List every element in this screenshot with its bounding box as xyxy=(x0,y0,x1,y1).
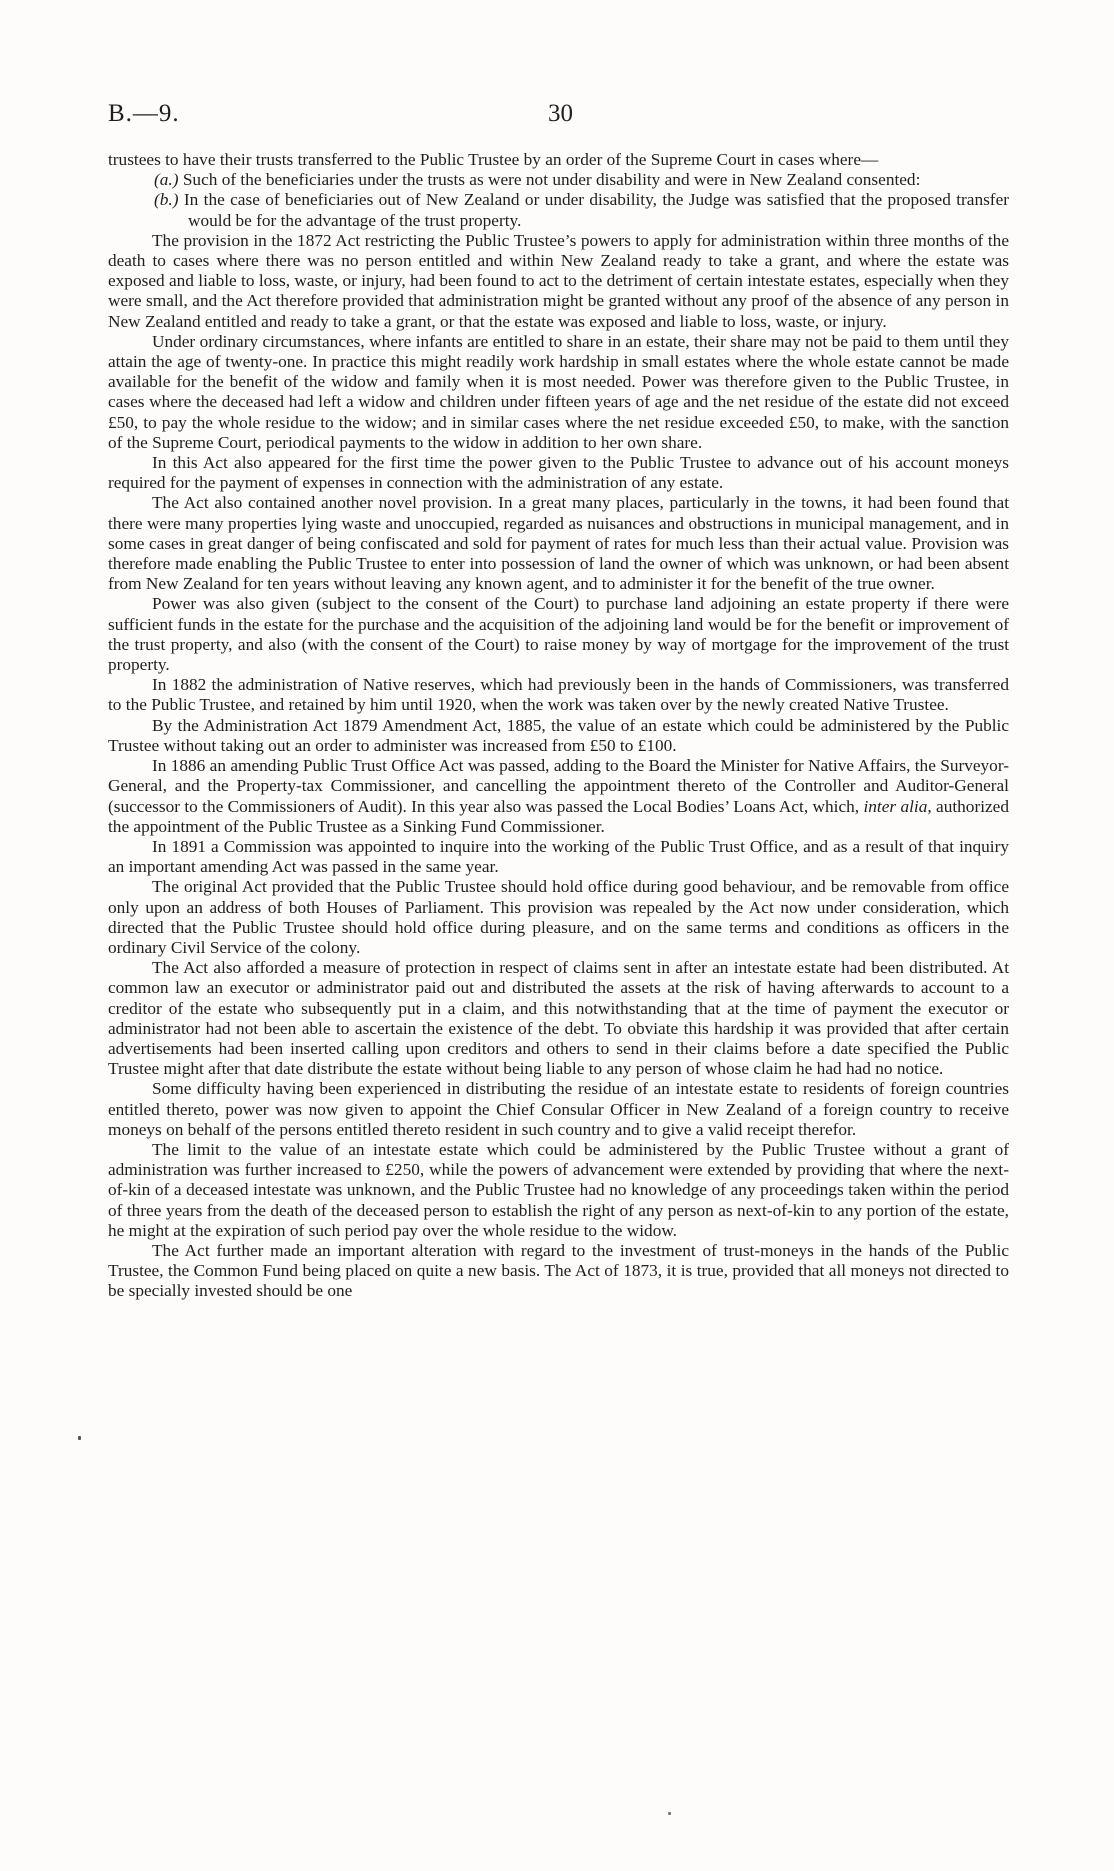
paragraph: The original Act provided that the Public Trustee should hold office during good behaviour, and be removable from office only upon an address of both Houses of Parliament. This provision was repealed by the Act now under consideration, which directed that the Public Trustee should hold office during pleasure, and on the same terms and conditions as officers in the ordinary Civil Service of the colony. xyxy=(108,877,1009,957)
latin-phrase: inter alia xyxy=(863,796,928,816)
list-label: (b.) xyxy=(154,190,179,210)
paragraph: The provision in the 1872 Act restricting the Public Trustee’s powers to apply for administration within three months of the death to cases where there was no person entitled and within New Zealand ready to take a grant, and where the estate was exposed and liable to loss, waste, or injury, had been found to act to the detriment of certain intestate estates, especially when they were small, and the Act therefore provided that administration might be granted without any proof of the absence of any person in New Zealand entitled and ready to take a grant, or that the estate was exposed and liable to loss, waste, or injury. xyxy=(108,230,1009,331)
document-reference: B.—9. xyxy=(108,100,180,127)
paragraph: The Act further made an important alteration with regard to the investment of trust-moneys in the hands of the Public Trustee, the Common Fund being placed on quite a new basis. The Act of 1873, it is true, provided that all moneys not directed to be specially invested should be one xyxy=(108,1240,1009,1301)
margin-mark xyxy=(78,1436,81,1440)
paragraph: By the Administration Act 1879 Amendment Act, 1885, the value of an estate which could be administered by the Public Trustee without taking out an order to administer was increased from £50 to £100. xyxy=(108,715,1009,755)
paragraph: The Act also contained another novel provision. In a great many places, particularly in the towns, it had been found that there were many properties lying waste and unoccupied, regarded as nuisances and obstructions in municipal management, and in some cases in great danger of being confiscated and sold for payment of rates for much less than their actual value. Provision was therefore made enabling the Public Trustee to enter into possession of land the owner of which was unknown, or had been absent from New Zealand for ten years without leaving any known agent, and to administer it for the benefit of the true owner. xyxy=(108,493,1009,594)
paragraph-1886-text: In 1886 an amending Public Trust Office Act was passed, adding to the Board the Minister for Native Affairs, the Surveyor-General, and the Property-tax Commissioner, and cancelling the appointment thereto of the Controller and Auditor-General (successor to the Commissioners of Audit). xyxy=(108,756,1009,816)
paragraph: Power was also given (subject to the consent of the Court) to purchase land adjoining an estate property if there were sufficient funds in the estate for the purchase and the acquisition of the adjoining land would be for the benefit or improvement of the trust property, and also (with the consent of the Court) to raise money by way of mortgage for the improvement of the trust property. xyxy=(108,594,1009,675)
paragraph: Some difficulty having been experienced in distributing the residue of an intestate estate to residents of foreign countries entitled thereto, power was now given to appoint the Chief Consular Officer in New Zealand of a foreign country to receive moneys on behalf of the persons entitled thereto resident in such country and to give a valid receipt therefor. xyxy=(108,1079,1009,1139)
list-label: (a.) xyxy=(154,170,179,190)
list-text: Such of the beneficiaries under the trusts as were not under disability and were in New Zealand consented: xyxy=(182,170,921,190)
paragraph: Under ordinary circumstances, where infants are entitled to share in an estate, their share may not be paid to them until they attain the age of twenty-one. In practice this might readily work hardship in small estates where the whole estate cannot be made available for the benefit of the widow and family when it is most needed. Power was therefore given to the Public Trustee, in cases where the deceased had left a widow and children under fifteen years of age and the net residue of the estate did not exceed £50, to pay the whole residue to the widow; and in similar cases where the net residue exceeded £50, to make, with the sanction of the Supreme Court, periodical payments to the widow in addition to her own share. xyxy=(108,331,1009,452)
list-item-b xyxy=(154,190,1009,230)
paragraph: In 1882 the administration of Native reserves, which had previously been in the hands of Commissioners, was transferred to the Public Trustee, and retained by him until 1920, when the work was taken over by the newly created Native Trustee. xyxy=(108,675,1009,715)
body-text xyxy=(108,150,1009,1302)
paragraph: In 1891 a Commission was appointed to inquire into the working of the Public Trust Office, and as a result of that inquiry an important amending Act was passed in the same year. xyxy=(108,836,1009,877)
paragraph: trustees to have their trusts transferred to the Public Trustee by an order of the Supreme Court in cases where— xyxy=(108,150,879,169)
list-text: In the case of beneficiaries out of New Zealand or under disability, the Judge was satisfied that the proposed transfer would be for the advantage of the trust property. xyxy=(183,190,1009,230)
paragraph-1886: In 1886 an amending Public Trust Office Act was passed, adding to the Board the Minister for Native Affairs, the Surveyor-General, and the Property-tax Commissioner, and cancelling the appointment thereto of the Controller and Auditor-General (successor to the Commissioners of Audit). In this year also was passed the Local Bodies’ Loans Act, which, inter alia, authorized the appointment of the Public Trustee as a Sinking Fund Commissioner. xyxy=(108,756,1009,836)
paragraph: In this Act also appeared for the first time the power given to the Public Trustee to advance out of his account moneys required for the payment of expenses in connection with the administration of any estate. xyxy=(108,453,1009,493)
paragraph-1886-loans: In this year also was passed the Local Bodies’ Loans Act, which, xyxy=(411,796,860,816)
paragraph: The Act also afforded a measure of protection in respect of claims sent in after an intestate estate had been distributed. At common law an executor or administrator paid out and distributed the assets at the risk of having afterwards to account to a creditor of the estate who subsequently put in a claim, and this notwithstanding that at the time of payment the executor or administrator had not been able to ascertain the existence of the debt. To obviate this hardship it was provided that after certain advertisements had been inserted calling upon creditors and others to send in their claims before a date specified the Public Trustee might after that date distribute the estate without being liable to any person of whose claim he had had no notice. xyxy=(108,958,1009,1079)
paragraph: The limit to the value of an intestate estate which could be administered by the Public Trustee without a grant of administration was further increased to £250, while the powers of advancement were extended by providing that where the next-of-kin of a deceased intestate was unknown, and the Public Trustee had no knowledge of any proceedings taken within the period of three years from the death of the deceased person to establish the right of any person as next-of-kin to any portion of the estate, he might at the expiration of such period pay over the whole residue to the widow. xyxy=(108,1139,1009,1240)
page-header xyxy=(108,100,1008,140)
list-item-a xyxy=(154,170,1009,190)
page-number: 30 xyxy=(548,100,573,127)
page-speck xyxy=(668,1812,671,1815)
paragraph-1886-end: authorized the appointment of the Public Trustee as a Sinking Fund Commissioner. xyxy=(108,796,1009,836)
